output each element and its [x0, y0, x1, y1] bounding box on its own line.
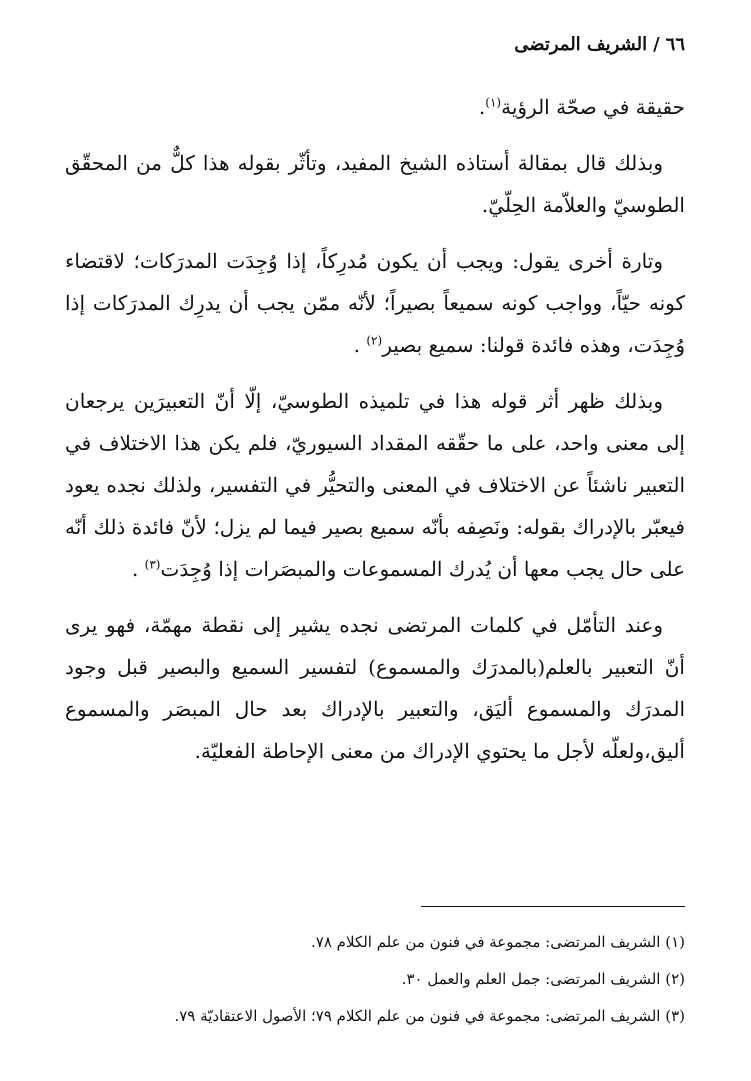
paragraph	[65, 142, 685, 226]
paragraph-tail: .	[353, 333, 367, 357]
paragraph-text: وبذلك قال بمقالة أستاذه الشيخ المفيد، وتأثّر بقوله هذا كلٌّ من المحقّق الطوسيّ والعلاّمة الحِلّيّ.	[65, 151, 685, 217]
paragraph	[65, 240, 685, 366]
header-separator: /	[653, 34, 660, 55]
paragraph-text: وبذلك ظهر أثر قوله هذا في تلميذه الطوسيّ، إلّا أنّ التعبيرَين يرجعان إلى معنى واحد، على ما حقّقه المقداد السيوريّ، فلم يكن هذا الاختلاف في التعبير ناشئاً عن الاختلاف في المعنى والتحيُّر في التفسير، ولذلك نجده يعود فيعبّر بالإدراك بقوله: ونَصِفه بأنّه سميع بصير فيما لم يزل؛ لأنّ فائدة ذلك أنّه على حال يجب معها أن يُدرك المسموعات والمبصَرات إذا وُجِدَت	[65, 389, 685, 581]
footnote-item: (١) الشريف المرتضى: مجموعة في فنون من علم الكلام ٧٨.	[311, 933, 685, 951]
paragraph-tail: .	[131, 557, 145, 581]
footnotes	[65, 924, 685, 1035]
footnote-ref[interactable]: (٢)	[366, 333, 383, 348]
paragraph-text: حقيقة في صحّة الرؤية	[501, 95, 685, 119]
paragraph	[65, 86, 685, 128]
paragraph-text: وتارة أخرى يقول: ويجب أن يكون مُدرِكاً، إذا وُجِدَت المدرَكات؛ لاقتضاء كونه حيّاً، وواجب كونه سميعاً بصيراً؛ لأنّه ممّن يجب أن يدرِك المدرَكات إذا وُجِدَت، وهذه فائدة قولنا: سميع بصير	[65, 249, 685, 357]
header-title: الشريف المرتضى	[514, 34, 648, 55]
paragraph-tail: .	[478, 95, 486, 119]
paragraph-text: وعند التأمّل في كلمات المرتضى نجده يشير إلى نقطة مهمّة، فهو يرى أنّ التعبير بالعلم(بالمدرَك والمسموع) لتفسير السميع والبصير قبل وجود المدرَك والمسموع أليَق، والتعبير بالإدراك بعد حال المبصَر والمسموع أليق،ولعلّه لأجل ما يحتوي الإدراك من معنى الإحاطة الفعليّة.	[65, 613, 685, 763]
footnote-ref[interactable]: (١)	[485, 95, 502, 110]
paragraph	[65, 604, 685, 772]
footnote-ref[interactable]: (٣)	[144, 557, 161, 572]
page-number: ٦٦	[665, 34, 685, 55]
paragraph	[65, 380, 685, 590]
footnote-item: (٣) الشريف المرتضى: مجموعة في فنون من علم الكلام ٧٩؛ الأصول الاعتقاديّة ٧٩.	[174, 1007, 685, 1025]
footnote-item: (٢) الشريف المرتضى: جمل العلم والعمل ٣٠.	[401, 970, 685, 988]
running-header	[514, 34, 685, 55]
main-text	[65, 86, 685, 786]
footnote-divider	[421, 906, 685, 907]
